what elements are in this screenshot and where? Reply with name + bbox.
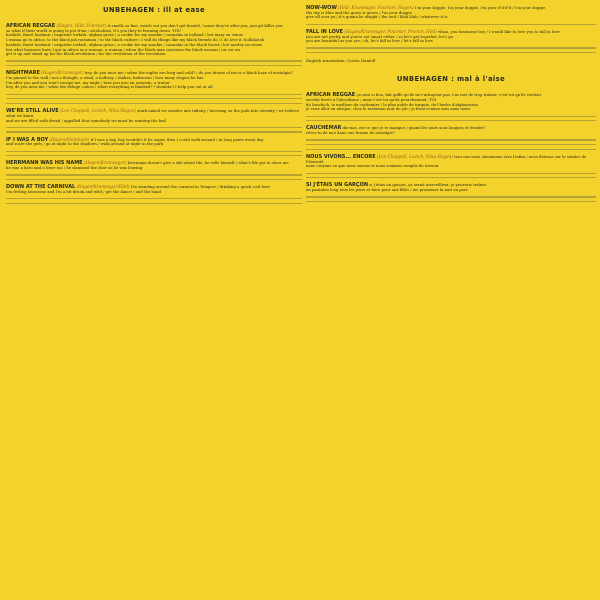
lyric-line: I wanna go to africa, to the black jah rastaman / to the black culture / I will do things like my black friends do / I do love it, hollahatsh <box>6 37 265 43</box>
song-fall-in-love <box>306 30 596 53</box>
lyric-block <box>306 116 596 117</box>
lyric-line: nous croyons ce que nous savons et nous sommes remplis de terreur <box>306 163 439 169</box>
lyric-block <box>306 196 596 197</box>
lyric-block <box>306 52 596 53</box>
song-african-reggae <box>6 24 302 66</box>
song-credit: (Hagen/Steinbach) <box>49 136 90 142</box>
lyric-line: he was a hero and a loser too / he slammed the door as he was leaving <box>6 165 143 171</box>
song-title: AFRICAN REGGAE <box>6 23 56 29</box>
song-were-still-alive <box>6 109 302 132</box>
lyric-line: du haschich, le meilleur du cachemire / le plus noble de turquie, de l'herbe d'afghanistan <box>306 101 479 107</box>
song-title: NOUS VIVONS... ENCORE <box>306 153 376 160</box>
lyric-line: the sky is blue and the grass is green / I'm your doggie <box>306 9 412 15</box>
song-title: WE'RE STILL ALIVE <box>6 108 59 115</box>
song-african-reggae-fr <box>306 93 596 121</box>
lyric-block <box>6 174 302 175</box>
right-heading: UNBEHAGEN : mal à l'aise <box>396 75 506 84</box>
lyric-line: si j'étais un garçon, ça serait merveilleux, je pourrais traîner <box>369 182 487 188</box>
lyric-block <box>306 201 596 202</box>
song-credit: (Lee Chappell, Lovich, Nina Hagen) <box>59 108 137 114</box>
left-heading: UNBEHAGEN : ill at ease <box>103 6 205 14</box>
song-credit: (Hagen/Krumeager) <box>41 70 84 76</box>
song-title: IF I WAS A BOY <box>6 136 49 143</box>
right-column <box>306 6 596 207</box>
lyric-block <box>306 139 596 140</box>
lyric-block <box>6 198 302 199</box>
lyric-line: stark naked we wander into infinity / hovering on the path into eternity / we believe what we know <box>6 108 299 118</box>
song-title: SI J'ÉTAIS UN GARÇON <box>306 182 369 189</box>
lyric-line: en pantalon long tous les jours et faire peur aux filles / me promener la nuit au parc <box>306 187 468 193</box>
lyric-line: je veux aller en afrique, chez le rastaman noir de jah / je ferai comme mes amis noirs <box>306 106 471 112</box>
lyric-line: ça sent si bon, fait gaffe qu'ils ne t'attrapent pas, t'as tort de trop traîner, c'est toi qu'ils veulent <box>356 92 542 98</box>
lyric-block <box>6 94 302 95</box>
lyric-line: dis-moi, est-ce que je te manque / quand les nuits sont longues et froides? <box>342 125 486 131</box>
song-title: HERRMANN WAS HIS NAME <box>6 160 83 167</box>
song-title: CAUCHEMAR <box>306 125 342 132</box>
lyric-line: and scare the girls / go at night to the shadows / walk around at night in the park <box>6 141 164 147</box>
lyric-line: hey, do you miss me / when the deluge comes / when everything is finished? / shouldn't I help you out at all <box>6 84 213 90</box>
song-credit: (Lee Chappell, Lovich, Nina Hagen) <box>376 153 453 159</box>
lyric-line: I'm feeling lonesome and I'm a bit drunk and wild / get the dance / and the band <box>6 188 161 194</box>
lyric-line: I'm your doggie, I'm your doggie, I'm your d-d-d-d / I'm your doggie <box>415 5 546 10</box>
song-down-at-the-carnival <box>6 185 302 204</box>
lyric-line: whoa, you lonesome boy / I would like to love you to fall in love <box>438 28 560 34</box>
lyric-block <box>6 60 302 61</box>
song-credit: (Hild, Krumeager, Fournier, Hagen) <box>338 5 414 10</box>
song-title: NOW-WOW <box>306 5 337 11</box>
song-cauchemar <box>306 126 596 149</box>
lyric-line: give all over ya / it's gonna be alright / the end / blah blah / whatever it is <box>306 14 448 20</box>
left-column <box>6 6 302 209</box>
lyric-line: hashish, finest kashmir / exquisite torkish, afghan grass / a cookie for my monkie / cannabis in the black forest / hot marley on venus <box>6 41 263 47</box>
song-si-jetais-un-garcon <box>306 183 596 202</box>
song-if-i-was-a-boy <box>6 138 302 157</box>
song-nightmare <box>6 71 302 104</box>
song-credit: (Hagen/Krumeager/Hild) <box>76 184 130 190</box>
lyric-line: you are beautiful as you are / oh, let's fall in love / let's fall in love <box>306 38 433 44</box>
lyric-block <box>6 98 302 99</box>
lyric-block <box>6 151 302 152</box>
song-title: DOWN AT THE CARNIVAL <box>6 184 76 191</box>
song-title: AFRICAN REGGAE <box>306 92 356 99</box>
lyric-block <box>306 177 596 178</box>
lyric-block <box>306 24 596 25</box>
lyric-block <box>6 65 302 66</box>
lyric-line: hey, do you miss me / when the nights are long and cold? / do you dream of me in a black haze of nostalgia? <box>84 70 293 76</box>
lyric-line: but what business have I got in africa as a woman, a woman / when the black man castrates the black woman / ow ow ow <box>6 46 241 52</box>
lyric-line: I'm after you and you won't escape me, my night / turn you into an assassin, a traitor <box>6 79 170 85</box>
lyric-line: rêves-tu de moi dans une brume de nostalgie? <box>306 130 395 136</box>
translation-credit: English translation: Curtis Daniell <box>306 58 376 64</box>
song-title: NIGHTMARE <box>6 70 40 77</box>
song-now-wow <box>306 6 596 25</box>
lyric-block <box>6 127 302 128</box>
lyric-line: and we are filled with dread / appalled that somebody we must be wanting the bad <box>6 117 166 123</box>
lyric-block <box>306 47 596 48</box>
lyric-line: get it up and stand up for the black revolution / for the revolution of the revolution <box>6 51 166 57</box>
song-herrmann-was-his-name <box>6 161 302 180</box>
lyric-block <box>306 120 596 121</box>
song-credit: (Hagen/Krumeager) <box>83 160 127 166</box>
song-credit: (Hagen/Krumeager, Fournier, Proctor, Hild) <box>344 28 437 34</box>
lyric-block <box>6 203 302 204</box>
lyric-line: so what if their world is going to pot from / alcoholism, it's you they're burning down, YOU <box>6 27 182 33</box>
lyric-line: hashish, finest kashmir / exquisite torkish, afghan grass / a cookie for my monkie / cannabis in holland / hot mary on venus <box>6 32 243 38</box>
lyric-line: société livrée à l'alcoolisme / mais c'est toi qu'ils pourchassent, TOI <box>306 96 437 102</box>
lyric-block <box>6 155 302 156</box>
lyric-line: I'm standing around the carnival in Tempow / drinking a quick cool beer <box>130 184 271 190</box>
song-nous-vivons-encore <box>306 155 596 178</box>
lyric-block <box>306 144 596 145</box>
lyric-line: you are not pretty and you're not smart either / so let's get together, let's go <box>306 33 453 39</box>
lyric-line: I'm pinned to the wall / not a thought, a wind, a hallway / shakes, bathroom / how many shapes he has <box>6 75 204 80</box>
lyric-block <box>306 149 596 150</box>
song-credit: (Hagen, Hild, Fournier) <box>56 23 107 28</box>
lyric-block <box>6 179 302 180</box>
song-title: FALL IN LOVE <box>306 28 344 35</box>
lyric-line: if I was a boy, boy wouldn't it be super, then I could walk around / in long pants every day <box>90 136 264 142</box>
lyric-line: herrmann doesn't give a shit about life, he sells himself / what's life got to show me <box>127 160 289 166</box>
lyric-block <box>6 131 302 132</box>
lyric-line: tout nus nous cheminons vers l'infini / nous flottons sur le sentier de l'éternité <box>306 153 587 164</box>
lyric-block <box>6 103 302 104</box>
lyric-line: it smells so fine, watch out you don't get busted, 'cause they're after you, you git killer you <box>107 23 283 28</box>
lyric-block <box>306 173 596 174</box>
